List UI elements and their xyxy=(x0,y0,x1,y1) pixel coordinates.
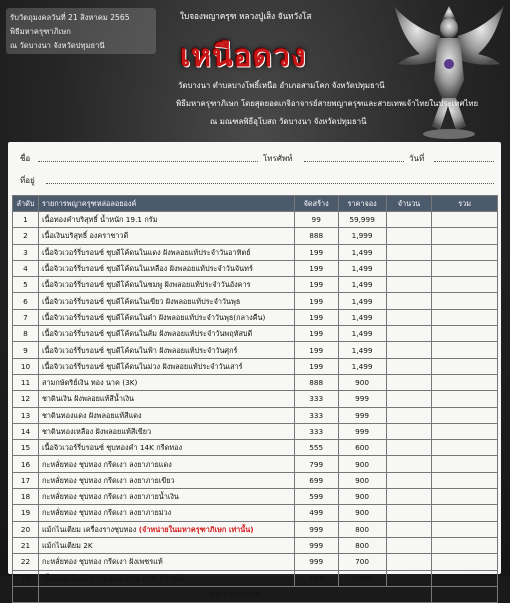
row-item: สามกษัตริย์เงิน ทอง นาค (3K) xyxy=(41,378,138,388)
row-subtotal-field[interactable] xyxy=(432,456,498,472)
row-item-cell xyxy=(38,244,294,260)
row-subtotal-field[interactable] xyxy=(432,309,498,325)
row-item: แม้กไนเตียม 2K xyxy=(41,541,93,551)
row-item: แม้กไนเตียม เครื่องรางชุบทอง xyxy=(41,524,137,534)
table-row xyxy=(13,456,498,472)
row-item-cell xyxy=(38,521,294,537)
row-subtotal-field[interactable] xyxy=(432,228,498,244)
row-item-cell xyxy=(38,505,294,521)
row-item-cell xyxy=(38,570,294,586)
table-row xyxy=(13,505,498,521)
row-item: เนื้อจิวเวอร์รี่บรอนซ์ ชุบทองคำ 14K กรีดทอง xyxy=(41,443,183,453)
row-price: 1,499 xyxy=(338,277,386,293)
row-number: 8 xyxy=(13,326,39,342)
row-price: 800 xyxy=(338,521,386,537)
row-item-cell xyxy=(38,228,294,244)
row-made: 333 xyxy=(294,423,338,439)
total-blank xyxy=(13,586,39,602)
phone-field[interactable] xyxy=(304,161,404,162)
table-row xyxy=(13,423,498,439)
row-item: เนื้อจิวเวอร์รี่บรอนซ์ ชุบดีโค้ดนในแดง ฝังพลอยแท้ประจำวันอาทิตย์ xyxy=(41,247,251,257)
row-number: 5 xyxy=(13,277,39,293)
row-made: 199 xyxy=(294,342,338,358)
order-table xyxy=(12,195,498,603)
table-row xyxy=(13,293,498,309)
brand-logo-text: เหนือดวง xyxy=(180,39,307,74)
phone-label: โทรศัพท์ xyxy=(263,154,293,163)
row-item: กะหลั่ยทอง ชุบทอง กรีดเงา ฝังเพชรแท้ xyxy=(41,557,163,567)
row-subtotal-field[interactable] xyxy=(432,423,498,439)
row-quantity-field[interactable] xyxy=(386,440,432,456)
row-item: เนื้อจิวเวอร์รี่บรอนซ์ ชุบดีโค้ดนในเขียว ฝังพลอยแท้ประจำวันพุธ xyxy=(41,296,241,306)
row-item-cell xyxy=(38,212,294,228)
row-quantity-field[interactable] xyxy=(386,489,432,505)
row-quantity-field[interactable] xyxy=(386,391,432,407)
total-label: สรุปรายการรวม xyxy=(38,586,431,602)
row-item: ชาดินทองเหลือง ฝังพลอยแท้สีเขียว xyxy=(41,427,152,436)
customer-fields xyxy=(20,146,495,188)
row-number: 19 xyxy=(13,505,39,521)
row-item: เนื้อทองคำบริสุทธิ์ น้ำหนัก 19.1 กรัม xyxy=(41,215,158,225)
notice-line-ceremony: พิธีมหาครุฑาภิเษก xyxy=(10,27,71,36)
row-made: 333 xyxy=(294,407,338,423)
row-subtotal-field[interactable] xyxy=(432,326,498,342)
row-price: 1,499 xyxy=(338,260,386,276)
row-subtotal-field[interactable] xyxy=(432,391,498,407)
row-item: เนื้อเงินบริสุทธิ์ องคราชาวดี xyxy=(41,231,129,241)
row-price: 999 xyxy=(338,423,386,439)
table-row xyxy=(13,260,498,276)
row-quantity-field[interactable] xyxy=(386,260,432,276)
row-subtotal-field[interactable] xyxy=(432,277,498,293)
row-number: 18 xyxy=(13,489,39,505)
row-number: 3 xyxy=(13,244,39,260)
row-quantity-field[interactable] xyxy=(386,374,432,390)
table-row xyxy=(13,277,498,293)
table-row xyxy=(13,309,498,325)
row-item: เนื้อจิวเวอร์รี่บรอนซ์ ชุบดีโค้ดนในดำ ฝังพลอยแท้ประจำวันพุธ(กลางคืน) xyxy=(41,312,266,322)
table-row xyxy=(13,342,498,358)
row-quantity-field[interactable] xyxy=(386,244,432,260)
row-number: 1 xyxy=(13,212,39,228)
row-item-cell xyxy=(38,423,294,439)
ceremony-notice xyxy=(6,8,156,54)
row-quantity-field[interactable] xyxy=(386,342,432,358)
row-number: 22 xyxy=(13,554,39,570)
row-item-cell xyxy=(38,374,294,390)
row-item: เนื้อจิวเวอร์รี่บรอนซ์ ชุบดีโค้ดนในฟ้า ฝังพลอยแท้ประจำวันศุกร์ xyxy=(41,345,238,355)
row-item-cell xyxy=(38,554,294,570)
row-number: 17 xyxy=(13,472,39,488)
table-row xyxy=(13,391,498,407)
col-header-item: รายการพญาครุฑหล่อลอยองค์ xyxy=(38,196,294,212)
row-item-cell xyxy=(38,472,294,488)
row-made: 799 xyxy=(294,456,338,472)
col-header-qty: จำนวน xyxy=(386,196,432,212)
row-quantity-field[interactable] xyxy=(386,472,432,488)
notice-line-venue: ณ วัดบางนา จังหวัดปทุมธานี xyxy=(10,41,105,50)
row-price: 1,499 xyxy=(338,293,386,309)
row-made: 888 xyxy=(294,228,338,244)
row-price: 700 xyxy=(338,554,386,570)
row-made: 699 xyxy=(294,472,338,488)
address-label: ที่อยู่ xyxy=(20,176,35,185)
row-quantity-field[interactable] xyxy=(386,423,432,439)
row-item-cell xyxy=(38,537,294,553)
row-quantity-field[interactable] xyxy=(386,293,432,309)
row-price: 1,499 xyxy=(338,309,386,325)
row-number: 7 xyxy=(13,309,39,325)
row-number: 20 xyxy=(13,521,39,537)
row-number: 12 xyxy=(13,391,39,407)
row-made: 499 xyxy=(294,505,338,521)
row-item: ชาดินเงิน ฝังพลอยแท้สีน้ำเงิน xyxy=(41,394,135,404)
row-subtotal-field[interactable] xyxy=(432,570,498,586)
row-item-cell xyxy=(38,293,294,309)
row-subtotal-field[interactable] xyxy=(432,374,498,390)
row-made: 888 xyxy=(294,374,338,390)
row-number: 14 xyxy=(13,423,39,439)
row-number: 10 xyxy=(13,358,39,374)
row-item-cell xyxy=(38,358,294,374)
row-subtotal-field[interactable] xyxy=(432,407,498,423)
table-row xyxy=(13,472,498,488)
row-made: 199 xyxy=(294,570,338,586)
row-price: 900 xyxy=(338,374,386,390)
row-item-cell xyxy=(38,440,294,456)
garuda-icon xyxy=(390,2,508,142)
row-subtotal-field[interactable] xyxy=(432,358,498,374)
row-item-cell xyxy=(38,407,294,423)
row-subtotal-field[interactable] xyxy=(432,260,498,276)
row-subtotal-field[interactable] xyxy=(432,472,498,488)
row-made: 599 xyxy=(294,489,338,505)
row-item: กะหลั่ยทอง ชุบทอง กรีดเงา ลงยาภายเขียว xyxy=(41,475,175,485)
row-made: 199 xyxy=(294,326,338,342)
row-number: 23 xyxy=(13,570,39,586)
row-price: 900 xyxy=(338,489,386,505)
booking-form xyxy=(8,142,501,599)
row-price: 1,499 xyxy=(338,326,386,342)
row-quantity-field[interactable] xyxy=(386,505,432,521)
row-price: 2,999 xyxy=(338,570,386,586)
row-item-cell xyxy=(38,326,294,342)
row-quantity-field[interactable] xyxy=(386,537,432,553)
table-row xyxy=(13,570,498,586)
name-label: ชื่อ xyxy=(20,154,31,163)
row-price: 1,999 xyxy=(338,228,386,244)
row-price: 600 xyxy=(338,440,386,456)
row-price: 1,499 xyxy=(338,342,386,358)
booking-title: ใบจองพญาครุฑ หลวงปู่เส็ง จันทวังโส xyxy=(180,11,312,21)
grand-total-field[interactable] xyxy=(432,586,498,602)
row-subtotal-field[interactable] xyxy=(432,521,498,537)
table-row xyxy=(13,554,498,570)
date-field[interactable] xyxy=(434,161,494,162)
row-made: 99 xyxy=(294,212,338,228)
row-number: 21 xyxy=(13,537,39,553)
row-price: 59,999 xyxy=(338,212,386,228)
row-quantity-field[interactable] xyxy=(386,228,432,244)
row-subtotal-field[interactable] xyxy=(432,342,498,358)
col-header-no: ลำดับ xyxy=(13,196,39,212)
row-item: เนื้อสัตตะโลหะชนวนช่อนำฤกษ์ ครุฑ 19 องค์ xyxy=(41,573,184,583)
row-price: 1,499 xyxy=(338,358,386,374)
row-number: 6 xyxy=(13,293,39,309)
row-item-cell xyxy=(38,309,294,325)
date-label: วันที่ xyxy=(409,154,425,163)
row-item-cell xyxy=(38,391,294,407)
ceremony-venue: ณ มณฑลพิธีอุโบสถ วัดบางนา จังหวัดปทุมธานี xyxy=(210,117,367,126)
col-header-made: จัดสร้าง xyxy=(294,196,338,212)
table-row xyxy=(13,407,498,423)
row-quantity-field[interactable] xyxy=(386,212,432,228)
row-item-cell xyxy=(38,260,294,276)
row-made: 999 xyxy=(294,537,338,553)
row-made: 199 xyxy=(294,244,338,260)
table-row xyxy=(13,326,498,342)
table-header-row xyxy=(13,196,498,212)
row-subtotal-field[interactable] xyxy=(432,212,498,228)
row-item-cell xyxy=(38,456,294,472)
row-made: 555 xyxy=(294,440,338,456)
row-item-cell xyxy=(38,342,294,358)
row-item: เนื้อจิวเวอร์รี่บรอนซ์ ชุบดีโค้ดนในม่วง ฝังพลอยแท้ประจำวันเสาร์ xyxy=(41,361,243,371)
row-price: 900 xyxy=(338,472,386,488)
row-subtotal-field[interactable] xyxy=(432,244,498,260)
row-price: 999 xyxy=(338,407,386,423)
row-quantity-field[interactable] xyxy=(386,277,432,293)
table-row xyxy=(13,440,498,456)
row-price: 800 xyxy=(338,537,386,553)
row-made: 199 xyxy=(294,358,338,374)
row-made: 199 xyxy=(294,309,338,325)
row-price: 900 xyxy=(338,456,386,472)
table-row xyxy=(13,212,498,228)
row-subtotal-field[interactable] xyxy=(432,505,498,521)
row-item-cell xyxy=(38,277,294,293)
row-item: กะหลั่ยทอง ชุบทอง กรีดเงา ลงยาภายแดง xyxy=(41,459,172,469)
row-number: 16 xyxy=(13,456,39,472)
table-row xyxy=(13,521,498,537)
total-row xyxy=(13,586,498,602)
row-price: 1,499 xyxy=(338,244,386,260)
row-item: เนื้อจิวเวอร์รี่บรอนซ์ ชุบดีโค้ดนในเหลือง ฝังพลอยแท้ประจำวันจันทร์ xyxy=(41,264,253,274)
row-number: 2 xyxy=(13,228,39,244)
row-number: 9 xyxy=(13,342,39,358)
row-subtotal-field[interactable] xyxy=(432,293,498,309)
col-header-total: รวม xyxy=(432,196,498,212)
row-made: 999 xyxy=(294,554,338,570)
name-field[interactable] xyxy=(38,161,258,162)
row-quantity-field[interactable] xyxy=(386,407,432,423)
row-number: 11 xyxy=(13,374,39,390)
row-item: กะหลั่ยทอง ชุบทอง กรีดเงา ลงยาภายม่วง xyxy=(41,508,172,518)
row-item-cell xyxy=(38,489,294,505)
row-made: 199 xyxy=(294,277,338,293)
row-item: เนื้อจิวเวอร์รี่บรอนซ์ ชุบดีโค้ดนในชมพู ฝังพลอยแท้ประจำวันอังคาร xyxy=(41,280,251,290)
row-item: เนื้อจิวเวอร์รี่บรอนซ์ ชุบดีโค้ดนในส้ม ฝังพลอยแท้ประจำวันพฤหัสบดี xyxy=(41,329,253,339)
row-price: 900 xyxy=(338,505,386,521)
row-subtotal-field[interactable] xyxy=(432,440,498,456)
row-quantity-field[interactable] xyxy=(386,326,432,342)
table-row xyxy=(13,537,498,553)
row-quantity-field[interactable] xyxy=(386,309,432,325)
row-made: 999 xyxy=(294,521,338,537)
table-row xyxy=(13,244,498,260)
row-quantity-field[interactable] xyxy=(386,456,432,472)
row-number: 4 xyxy=(13,260,39,276)
row-made: 199 xyxy=(294,293,338,309)
row-quantity-field[interactable] xyxy=(386,570,432,586)
row-quantity-field[interactable] xyxy=(386,554,432,570)
row-quantity-field[interactable] xyxy=(386,521,432,537)
table-row xyxy=(13,228,498,244)
row-subtotal-field[interactable] xyxy=(432,489,498,505)
row-price: 999 xyxy=(338,391,386,407)
row-number: 15 xyxy=(13,440,39,456)
temple-address: วัดบางนา ตำบลบางโพธิ์เหนือ อำเภอสามโคก จังหวัดปทุมธานี xyxy=(178,81,385,90)
row-item: กะหลั่ยทอง ชุบทอง กรีดเงา ลงยาภายน้ำเงิน xyxy=(41,492,179,502)
row-item-note: (จำหน่ายในมหาครุฑาภิเษก เท่านั้น) xyxy=(138,524,254,534)
row-quantity-field[interactable] xyxy=(386,358,432,374)
table-row xyxy=(13,489,498,505)
table-row xyxy=(13,374,498,390)
row-subtotal-field[interactable] xyxy=(432,537,498,553)
address-field[interactable] xyxy=(46,183,494,184)
col-header-price: ราคาจอง xyxy=(338,196,386,212)
row-made: 333 xyxy=(294,391,338,407)
ceremony-description: พิธีมหาครุฑาภิเษก โดยสุดยอดเกจิอาจารย์สายพญาครุฑและสายเทพเจ้าไทยในประเทศไทย xyxy=(176,99,479,108)
row-made: 199 xyxy=(294,260,338,276)
row-subtotal-field[interactable] xyxy=(432,554,498,570)
notice-line-date: รับวัตถุมงคลวันที่ 21 สิงหาคม 2565 xyxy=(10,13,130,22)
row-number: 13 xyxy=(13,407,39,423)
table-row xyxy=(13,358,498,374)
row-item: ชาดินทองแดง ฝังพลอยแท้สีแดง xyxy=(41,410,142,420)
